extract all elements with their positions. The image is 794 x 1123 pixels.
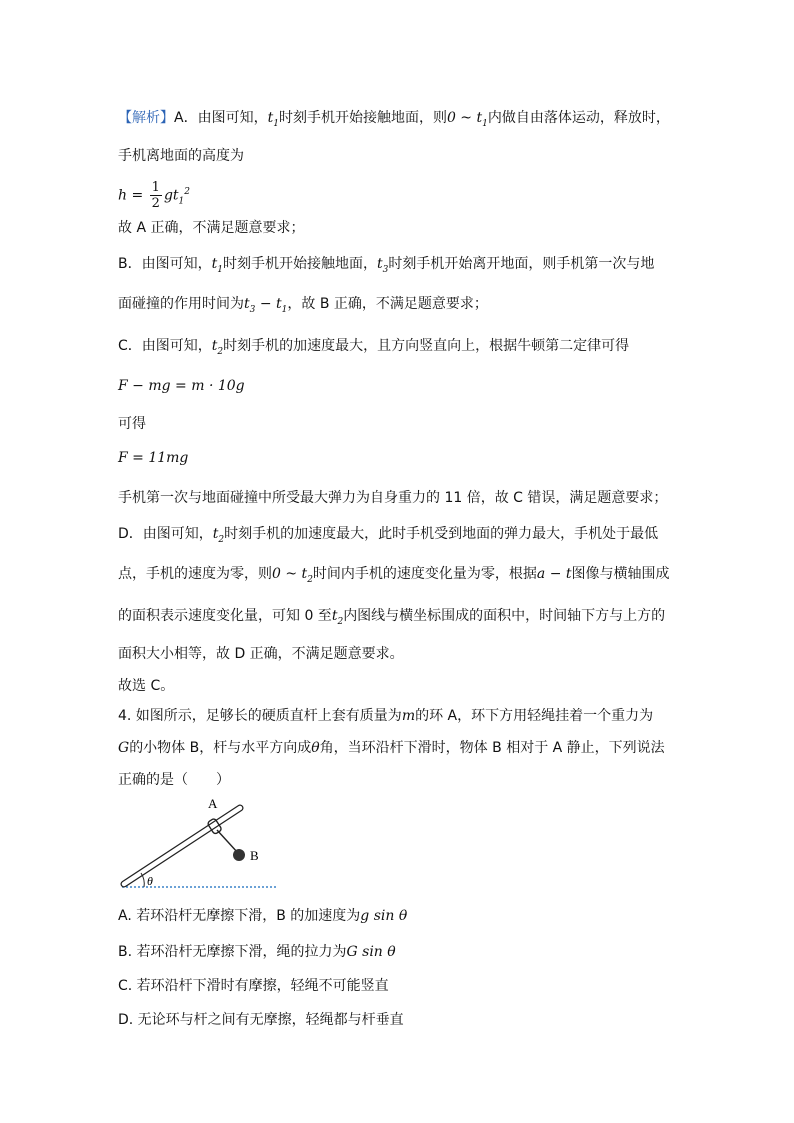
- option-d[interactable]: D. 无论环与杆之间有无摩擦，轻绳都与杆垂直: [118, 1012, 404, 1028]
- analysis-b-line1: B．由图可知，$t_1$时刻手机开始接触地面，$t_3$时刻手机开始离开地面，则手机第一次与地: [118, 256, 655, 275]
- analysis-tag: 【解析】: [118, 110, 174, 126]
- label-b: B: [250, 848, 259, 863]
- height-equation: h = $\frac{1}{2}$ $gt_1^2$: [118, 180, 190, 212]
- option-c[interactable]: C. 若环沿杆下滑时有摩擦，轻绳不可能竖直: [118, 978, 389, 994]
- newton-equation: F − mg = m · 10g: [118, 378, 245, 394]
- analysis-a-line1: 【解析】A．由图可知，$t_1$时刻手机开始接触地面，则0 ~ $t_1$内做自由落体运动，释放时，: [118, 110, 670, 129]
- analysis-c-line1: C．由图可知，$t_2$时刻手机的加速度最大，且方向竖直向上，根据牛顿第二定律可得: [118, 338, 630, 357]
- question-line3: 正确的是（ ）: [118, 772, 230, 788]
- force-equation: F = 11mg: [118, 450, 189, 466]
- rope: [217, 830, 238, 853]
- analysis-a-line2: 手机离地面的高度为: [118, 148, 244, 164]
- question-line2: G的小物体 B，杆与水平方向成θ角，当环沿杆下滑时，物体 B 相对于 A 静止，下列说法: [118, 740, 665, 756]
- analysis-d-line1: D．由图可知，$t_2$时刻手机的加速度最大，此时手机受到地面的弹力最大，手机处于最低: [118, 526, 659, 545]
- rod-inner: [124, 808, 240, 884]
- analysis-d-line3: 的面积表示速度变化量，可知 0 至$t_2$内图线与横坐标围成的面积中，时间轴下方与上方的: [118, 608, 666, 627]
- label-theta: θ: [147, 874, 153, 888]
- analysis-c-conclusion: 手机第一次与地面碰撞中所受最大弹力为自身重力的 11 倍，故 C 错误，满足题意要求；: [118, 490, 668, 506]
- analysis-d-line4: 面积大小相等，故 D 正确，不满足题意要求。: [118, 646, 404, 662]
- ball-b: [233, 849, 245, 861]
- question-line1: 4. 如图所示，足够长的硬质直杆上套有质量为m的环 A，环下方用轻绳挂着一个重力为: [118, 708, 654, 724]
- analysis-c-keyi: 可得: [118, 416, 146, 432]
- answer: 故选 C。: [118, 678, 175, 694]
- analysis-d-line2: 点，手机的速度为零，则0 ~ $t_2$时间内手机的速度变化量为零，根据a − t图像与横轴围成: [118, 566, 670, 585]
- analysis-a-conclusion: 故 A 正确，不满足题意要求；: [118, 220, 305, 236]
- option-a[interactable]: A. 若环沿杆无摩擦下滑，B 的加速度为g sin θ: [118, 908, 408, 924]
- option-b[interactable]: B. 若环沿杆无摩擦下滑，绳的拉力为G sin θ: [118, 944, 396, 960]
- incline-rod-figure: [110, 790, 290, 900]
- analysis-b-line2: 面碰撞的作用时间为$t_3 - t_1$，故 B 正确，不满足题意要求；: [118, 296, 488, 315]
- fraction: $\frac{1}{2}$: [151, 180, 160, 212]
- label-a: A: [208, 796, 218, 811]
